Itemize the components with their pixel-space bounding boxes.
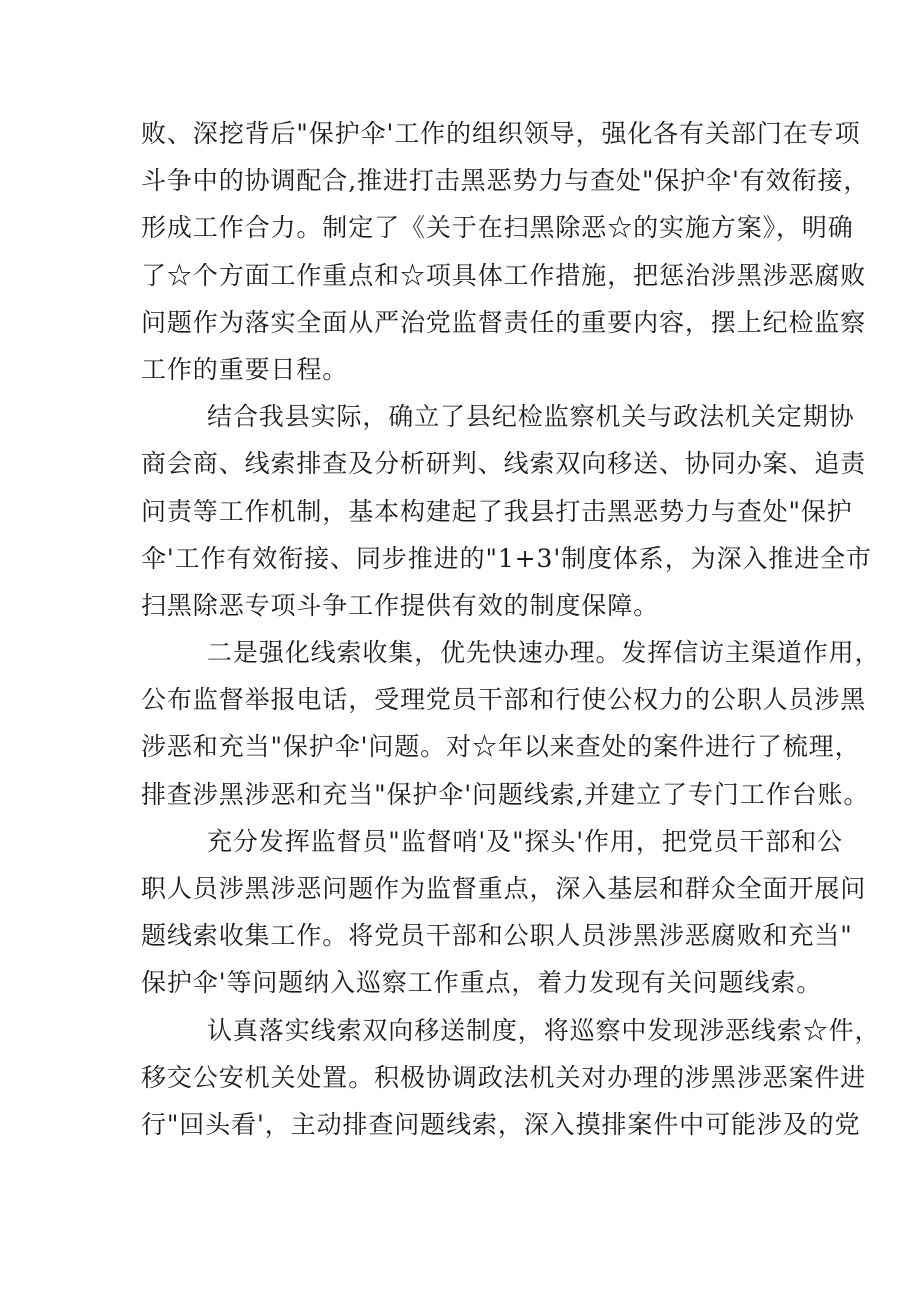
text-line: 了☆个方面工作重点和☆项具体工作措施，把惩治涉黑涉恶腐败 <box>141 260 867 290</box>
text-line: 扫黑除恶专项斗争工作提供有效的制度保障。 <box>141 590 660 620</box>
text-line: 保护伞'等问题纳入巡察工作重点，着力发现有关问题线索。 <box>141 968 823 998</box>
text-line: 败、深挖背后"保护伞'工作的组织领导，强化各有关部门在专项 <box>141 119 861 148</box>
text-line: 职人员涉黑涉恶问题作为监督重点，深入基层和群众全面开展问 <box>141 874 867 903</box>
text-line: 公布监督举报电话，受理党员干部和行使公权力的公职人员涉黑 <box>141 685 867 715</box>
text-line: 排查涉黑涉恶和充当"保护伞'问题线索,并建立了专门工作台账。 <box>141 779 870 809</box>
document-body <box>141 110 881 1148</box>
text-line: 题线索收集工作。将党员干部和公职人员涉黑涉恶腐败和充当" <box>141 921 853 951</box>
text-line: 工作的重要日程。 <box>141 354 349 384</box>
text-line: 形成工作合力。制定了《关于在扫黑除恶☆的实施方案》，明确 <box>141 213 854 243</box>
text-line: 行"回头看'，主动排查问题线索，深入摸排案件中可能涉及的党 <box>141 1109 861 1139</box>
text-line: 问题作为落实全面从严治党监督责任的重要内容，摆上纪检监察 <box>141 307 867 337</box>
text-line: 斗争中的协调配合,推进打击黑恶势力与查处"保护伞'有效衔接， <box>141 166 870 196</box>
paragraph-first-line: 认真落实线索双向移送制度，将巡察中发现涉恶线索☆件， <box>207 1015 881 1045</box>
text-line: 问责等工作机制，基本构建起了我县打击黑恶势力与查处"保护 <box>141 496 853 526</box>
paragraph-first-line: 充分发挥监督员"监督哨'及"探头'作用，把党员干部和公 <box>207 826 844 856</box>
paragraph-first-line: 结合我县实际，确立了县纪检监察机关与政法机关定期协 <box>207 402 855 432</box>
paragraph-first-line: 二是强化线索收集，优先快速办理。发挥信访主渠道作用， <box>207 638 881 668</box>
text-line: 商会商、线索排查及分析研判、线索双向移送、协同办案、追责 <box>141 449 867 479</box>
text-line: 涉恶和充当"保护伞'问题。对☆年以来查处的案件进行了梳理， <box>141 732 861 762</box>
text-line: 伞'工作有效衔接、同步推进的"1+3'制度体系，为深入推进全市 <box>141 543 872 573</box>
text-line: 移交公安机关处置。积极协调政法机关对办理的涉黑涉恶案件进 <box>141 1062 867 1092</box>
